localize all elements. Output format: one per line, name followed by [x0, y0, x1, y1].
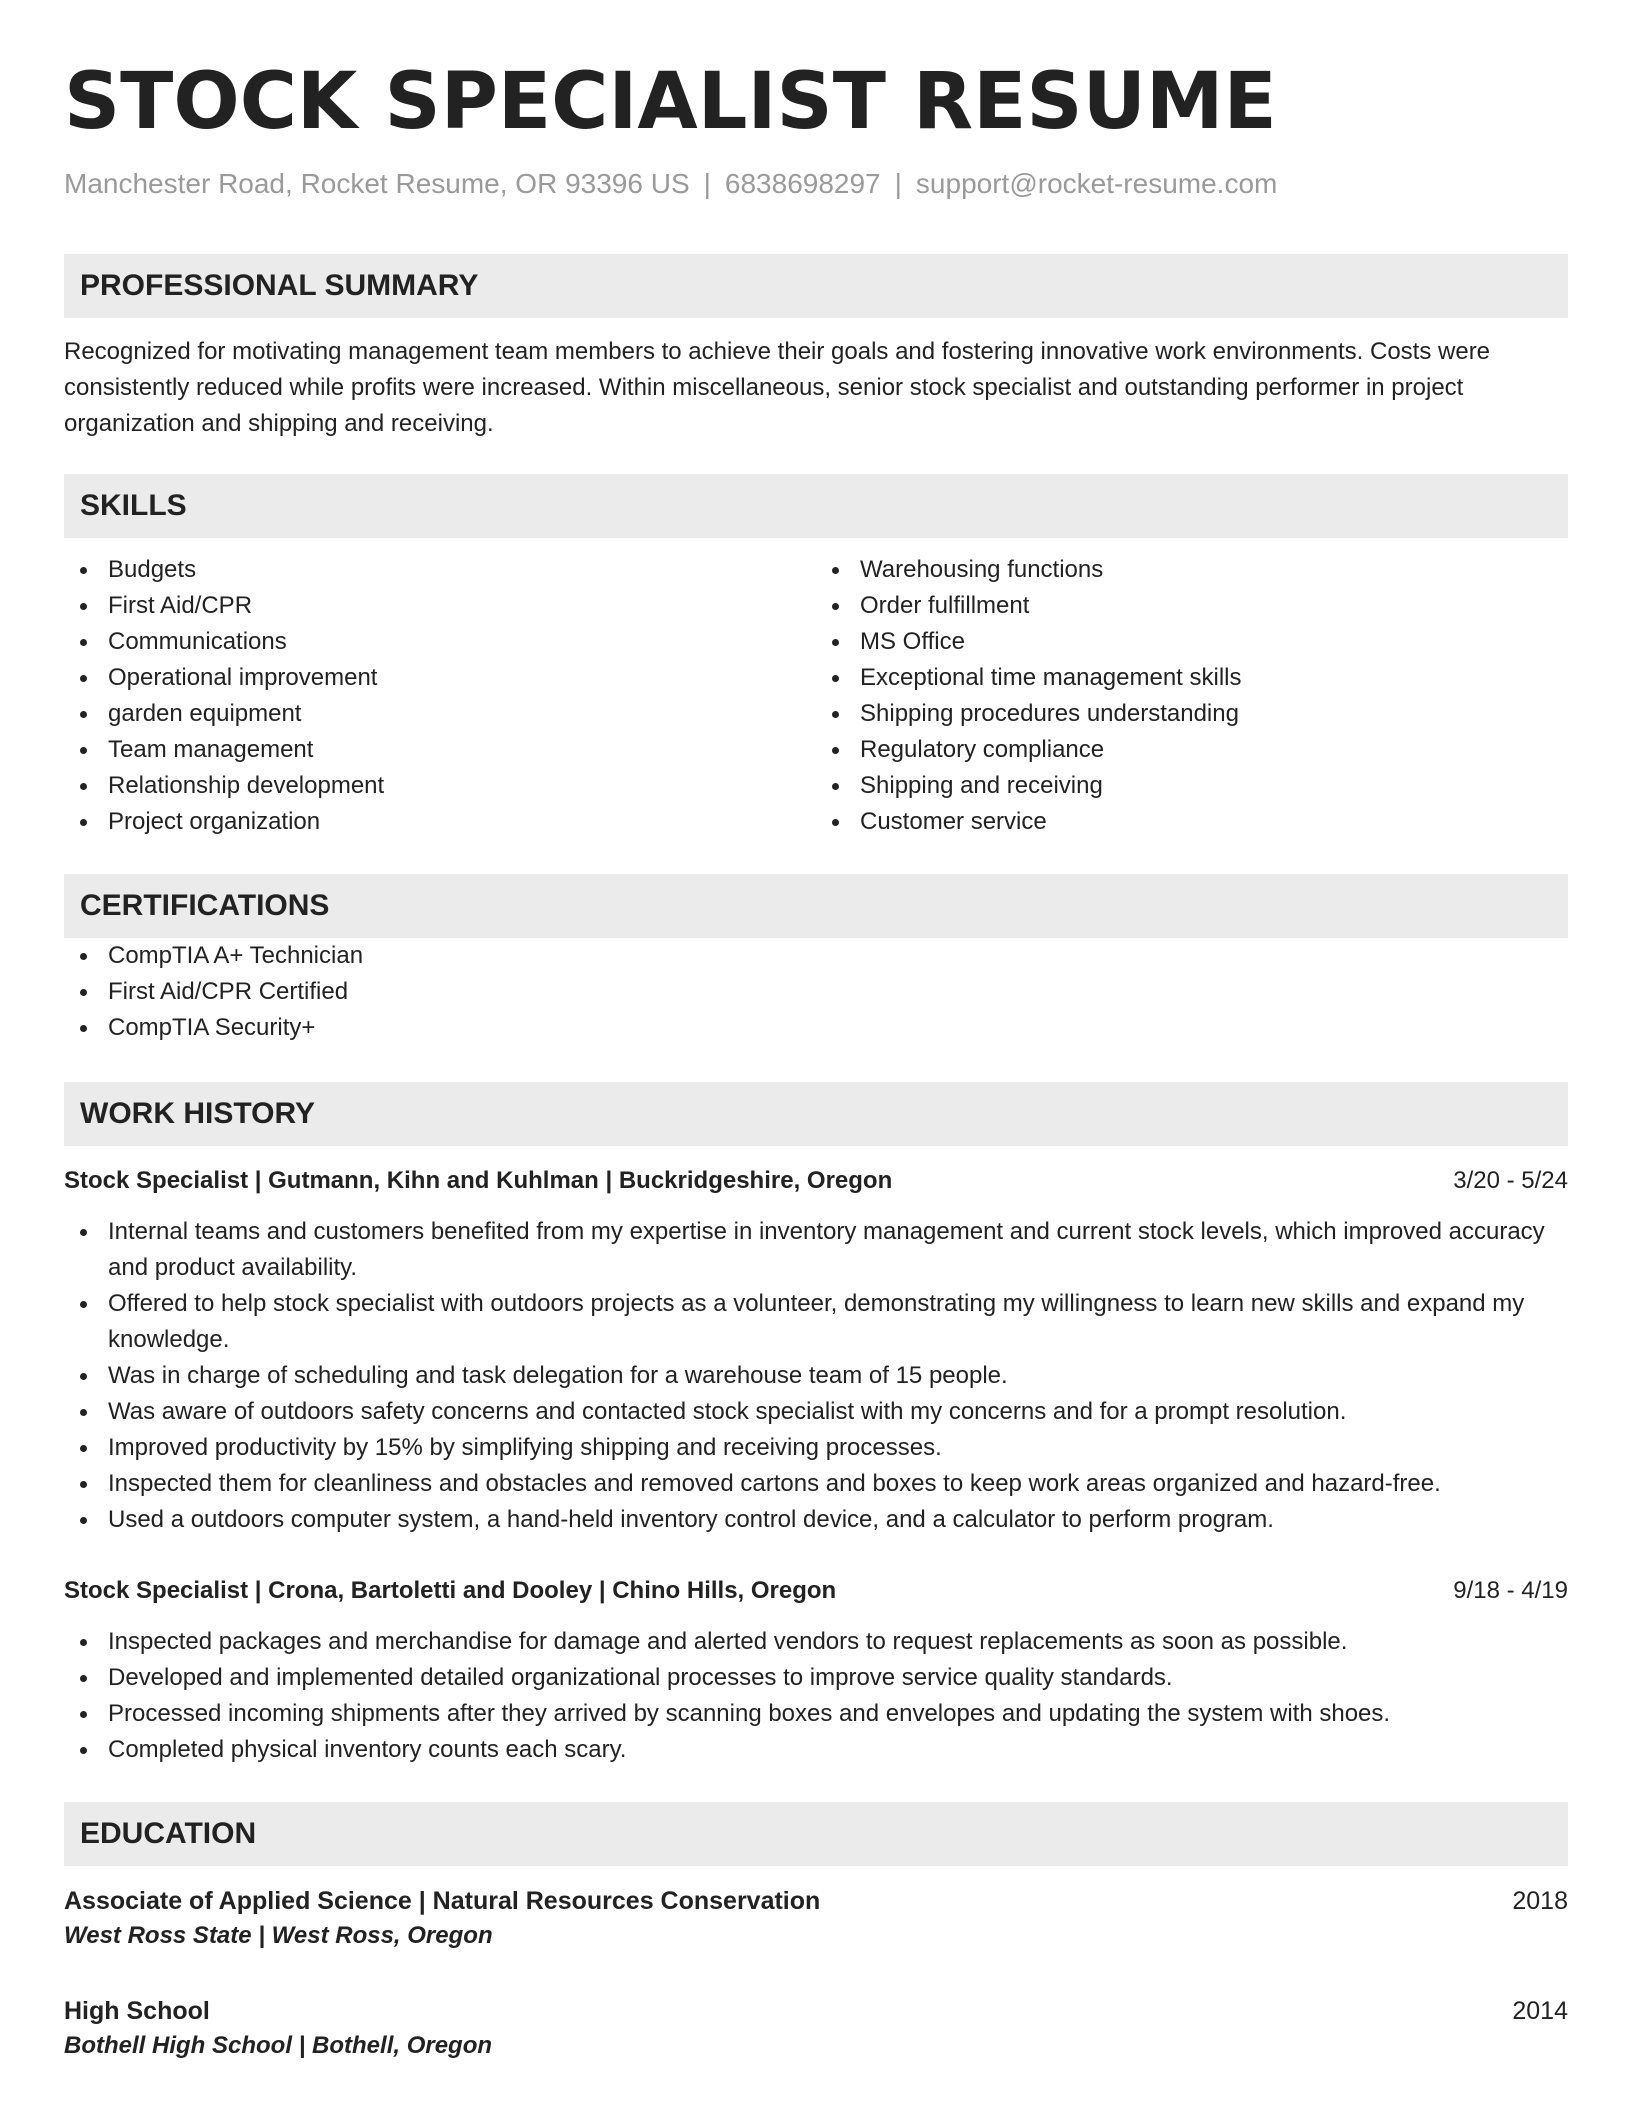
skill-item: Budgets [64, 552, 816, 588]
job-entry [64, 1574, 1568, 1768]
skill-item: Order fulfillment [816, 588, 1568, 624]
education-degree: High School [64, 1997, 210, 2025]
skill-item: First Aid/CPR [64, 588, 816, 624]
job-bullet: Inspected them for cleanliness and obstacles and removed cartons and boxes to keep work areas organized and hazard-free. [64, 1466, 1568, 1502]
contact-address: Manchester Road, Rocket Resume, OR 93396 US [64, 168, 690, 199]
job-bullet: Internal teams and customers benefited from my expertise in inventory management and current stock levels, which improved accuracy and product availability. [64, 1214, 1568, 1286]
skills-column-left [64, 552, 816, 840]
skill-item: Team management [64, 732, 816, 768]
education-school: West Ross State | West Ross, Oregon [64, 1922, 493, 1949]
certification-item: CompTIA Security+ [64, 1010, 1568, 1046]
job-header [64, 1164, 1568, 1198]
education-entry [64, 1994, 1568, 2064]
skills-columns [64, 552, 1568, 840]
section-heading-work-history: WORK HISTORY [64, 1082, 1568, 1146]
skill-item: garden equipment [64, 696, 816, 732]
job-title: Stock Specialist | Crona, Bartoletti and Dooley | Chino Hills, Oregon [64, 1577, 837, 1604]
job-bullets [64, 1214, 1568, 1538]
education-header [64, 1884, 1568, 1918]
job-dates: 3/20 - 5/24 [1453, 1167, 1568, 1194]
education-header [64, 1994, 1568, 2028]
resume-title: STOCK SPECIALIST RESUME [64, 57, 1277, 147]
education-year: 2018 [1512, 1887, 1568, 1915]
skill-item: Customer service [816, 804, 1568, 840]
education-year: 2014 [1512, 1997, 1568, 2025]
skill-item: Shipping procedures understanding [816, 696, 1568, 732]
job-bullet: Improved productivity by 15% by simplifying shipping and receiving processes. [64, 1430, 1568, 1466]
skill-item: MS Office [816, 624, 1568, 660]
job-bullet: Used a outdoors computer system, a hand-held inventory control device, and a calculator to perform program. [64, 1502, 1568, 1538]
skill-item: Regulatory compliance [816, 732, 1568, 768]
education-entry [64, 1884, 1568, 1954]
job-bullet: Inspected packages and merchandise for damage and alerted vendors to request replacements as soon as possible. [64, 1624, 1568, 1660]
section-heading-skills: SKILLS [64, 474, 1568, 538]
skills-list-right [816, 552, 1568, 840]
skill-item: Project organization [64, 804, 816, 840]
job-bullet: Was in charge of scheduling and task delegation for a warehouse team of 15 people. [64, 1358, 1568, 1394]
contact-separator: | [703, 168, 711, 199]
skill-item: Communications [64, 624, 816, 660]
job-header [64, 1574, 1568, 1608]
certification-item: CompTIA A+ Technician [64, 938, 1568, 974]
education-school: Bothell High School | Bothell, Oregon [64, 2032, 493, 2059]
section-heading-education: EDUCATION [64, 1802, 1568, 1866]
certifications-list [64, 938, 1568, 1046]
certification-item: First Aid/CPR Certified [64, 974, 1568, 1010]
section-heading-certifications: CERTIFICATIONS [64, 874, 1568, 938]
skill-item: Relationship development [64, 768, 816, 804]
contact-line [64, 166, 1568, 202]
skills-column-right [816, 552, 1568, 840]
skill-item: Operational improvement [64, 660, 816, 696]
contact-separator: | [894, 168, 902, 199]
job-entry [64, 1164, 1568, 1538]
job-bullet: Processed incoming shipments after they arrived by scanning boxes and envelopes and updating the system with shoes. [64, 1696, 1568, 1732]
contact-email[interactable]: support@rocket-resume.com [915, 168, 1278, 199]
education-degree: Associate of Applied Science | Natural Resources Conservation [64, 1887, 821, 1915]
skills-list-left [64, 552, 816, 840]
job-bullet: Developed and implemented detailed organizational processes to improve service quality standards. [64, 1660, 1568, 1696]
skill-item: Exceptional time management skills [816, 660, 1568, 696]
job-title: Stock Specialist | Gutmann, Kihn and Kuhlman | Buckridgeshire, Oregon [64, 1167, 893, 1194]
job-bullet: Offered to help stock specialist with outdoors projects as a volunteer, demonstrating my willingness to learn new skills and expand my knowledge. [64, 1286, 1568, 1358]
job-dates: 9/18 - 4/19 [1453, 1577, 1568, 1604]
skill-item: Shipping and receiving [816, 768, 1568, 804]
job-bullets [64, 1624, 1568, 1768]
contact-phone[interactable]: 6838698297 [724, 168, 881, 199]
job-bullet: Completed physical inventory counts each scary. [64, 1732, 1568, 1768]
skill-item: Warehousing functions [816, 552, 1568, 588]
section-heading-summary: PROFESSIONAL SUMMARY [64, 254, 1568, 318]
job-bullet: Was aware of outdoors safety concerns and contacted stock specialist with my concerns and for a prompt resolution. [64, 1394, 1568, 1430]
summary-text: Recognized for motivating management team members to achieve their goals and fostering innovative work environments. Costs were consistently reduced while profits were increased. Within miscellaneous, senior stock specialist and outstanding performer in project organization and shipping and receiving. [64, 338, 1491, 437]
